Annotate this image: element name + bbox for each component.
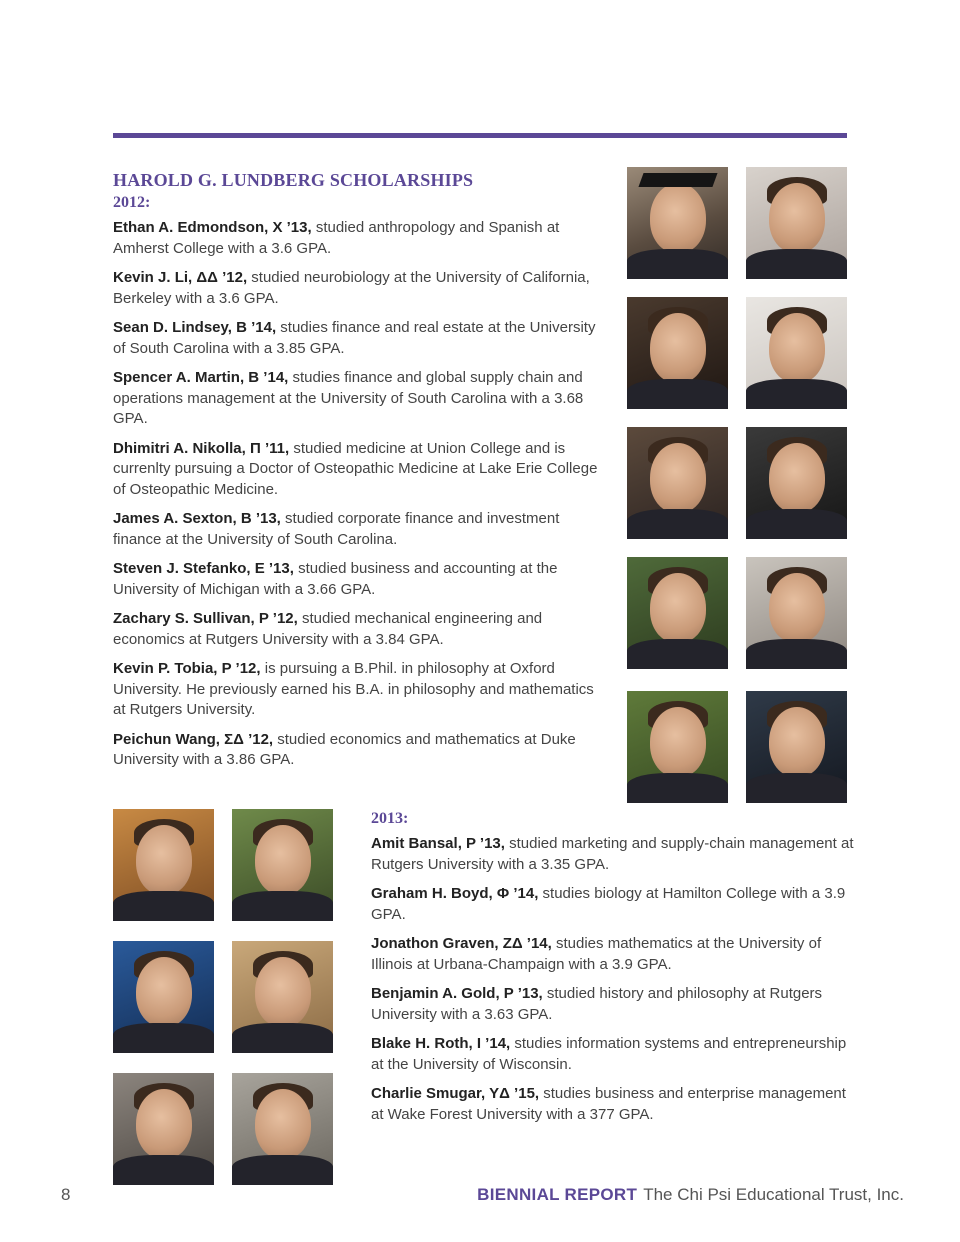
- scholars-2012: [113, 194, 603, 780]
- scholar-name: James A. Sexton, B ’13,: [113, 510, 281, 527]
- scholar-entry: [113, 318, 603, 359]
- scholar-entry: [113, 268, 603, 309]
- scholar-description: studies finance and global supply chain and operations management at the University of South Carolina with a 3.68 GPA.: [113, 369, 584, 427]
- scholar-description: studies finance and real estate at the University of South Carolina with a 3.85 GPA.: [113, 319, 596, 357]
- scholar-name: Kevin P. Tobia, P ’12,: [113, 660, 261, 677]
- scholar-name: Zachary S. Sullivan, P ’12,: [113, 610, 298, 627]
- scholar-photo: [746, 557, 847, 669]
- scholar-entry: [371, 884, 856, 925]
- scholar-description: studied mechanical engineering and economics at Rutgers University with a 3.84 GPA.: [113, 610, 543, 648]
- scholar-entry: [371, 1084, 856, 1125]
- scholar-name: Steven J. Stefanko, E ’13,: [113, 560, 294, 577]
- scholar-photo: [113, 941, 214, 1053]
- scholar-photo: [113, 809, 214, 921]
- scholar-photo: [627, 297, 728, 409]
- scholar-description: studies business and enterprise management at Wake Forest University with a 377 GPA.: [371, 1085, 846, 1123]
- scholar-name: Dhimitri A. Nikolla, Π ’11,: [113, 439, 290, 457]
- page-number: 8: [61, 1185, 71, 1204]
- scholar-description: is pursuing a B.Phil. in philosophy at Oxford University. He previously earned his B.A. in philosophy and mathematics at Rutgers University.: [113, 660, 594, 718]
- scholar-name: Sean D. Lindsey, B ’14,: [113, 319, 277, 336]
- scholar-photo: [746, 297, 847, 409]
- scholar-name: Kevin J. Li, ΔΔ ’12,: [113, 269, 248, 286]
- scholar-description: studied economics and mathematics at Duke University with a 3.86 GPA.: [113, 730, 576, 768]
- scholar-photo: [113, 1073, 214, 1185]
- scholar-name: Blake H. Roth, I ’14,: [371, 1035, 511, 1052]
- scholar-photo: [746, 691, 847, 803]
- header-rule: [113, 133, 847, 138]
- scholar-description: studied medicine at Union College and is currenlty pursuing a Doctor of Osteopathic Medicine at Lake Erie College of Osteopathic Medicine.: [113, 439, 598, 498]
- scholar-name: Benjamin A. Gold, P ’13,: [371, 985, 543, 1002]
- scholar-photo: [746, 427, 847, 539]
- scholar-description: studies mathematics at the University of Illinois at Urbana-Champaign with a 3.9 GPA.: [371, 935, 822, 973]
- year-heading-2012: 2012:: [113, 194, 151, 211]
- scholar-entry: [113, 509, 603, 550]
- section-title: HAROLD G. LUNDBERG SCHOLARSHIPS: [113, 170, 474, 190]
- scholar-photo: [627, 557, 728, 669]
- scholar-entry: [113, 730, 603, 771]
- scholar-photo: [627, 167, 728, 279]
- scholar-description: studied neurobiology at the University of California, Berkeley with a 3.6 GPA.: [113, 269, 590, 307]
- scholar-photo: [232, 809, 333, 921]
- year-heading-2013: 2013:: [371, 810, 409, 827]
- scholar-photo: [232, 1073, 333, 1185]
- scholar-name: Peichun Wang, ΣΔ ’12,: [113, 730, 274, 748]
- scholar-description: studied marketing and supply-chain management at Rutgers University with a 3.35 GPA.: [371, 835, 854, 873]
- scholar-description: studies information systems and entrepreneurship at the University of Wisconsin.: [371, 1035, 847, 1073]
- scholar-description: studied corporate finance and investment finance at the University of South Carolina.: [113, 510, 560, 548]
- scholar-name: Spencer A. Martin, B ’14,: [113, 369, 289, 386]
- scholar-description: studied business and accounting at the University of Michigan with a 3.66 GPA.: [113, 560, 558, 598]
- scholar-entry: [371, 1034, 856, 1075]
- scholar-entry: [371, 934, 856, 975]
- scholars-2013: [371, 810, 856, 1134]
- scholar-name: Amit Bansal, P ’13,: [371, 835, 505, 852]
- scholar-name: Graham H. Boyd, Φ ’14,: [371, 885, 539, 902]
- scholar-entry: [113, 559, 603, 600]
- scholar-entry: [113, 439, 603, 501]
- scholar-description: studied history and philosophy at Rutgers University with a 3.63 GPA.: [371, 985, 823, 1023]
- scholar-description: studied anthropology and Spanish at Amherst College with a 3.6 GPA.: [113, 219, 560, 257]
- footer-report: [477, 1185, 904, 1205]
- scholar-name: Jonathon Graven, ZΔ ’14,: [371, 935, 552, 952]
- scholar-entry: [371, 984, 856, 1025]
- scholar-name: Ethan A. Edmondson, X ’13,: [113, 219, 312, 236]
- scholar-photo: [746, 167, 847, 279]
- scholar-photo: [232, 941, 333, 1053]
- scholar-entry: [371, 834, 856, 875]
- scholar-entry: [113, 659, 603, 721]
- scholar-photo: [627, 691, 728, 803]
- report-label: BIENNIAL REPORT: [477, 1185, 638, 1204]
- scholar-name: Charlie Smugar, YΔ ’15,: [371, 1085, 540, 1102]
- scholar-photo: [627, 427, 728, 539]
- scholar-entry: [113, 218, 603, 259]
- scholar-description: studies biology at Hamilton College with a 3.9 GPA.: [371, 885, 846, 923]
- organization-name: The Chi Psi Educational Trust, Inc.: [643, 1185, 904, 1204]
- scholar-entry: [113, 368, 603, 430]
- page-footer: [0, 1185, 960, 1209]
- scholar-entry: [113, 609, 603, 650]
